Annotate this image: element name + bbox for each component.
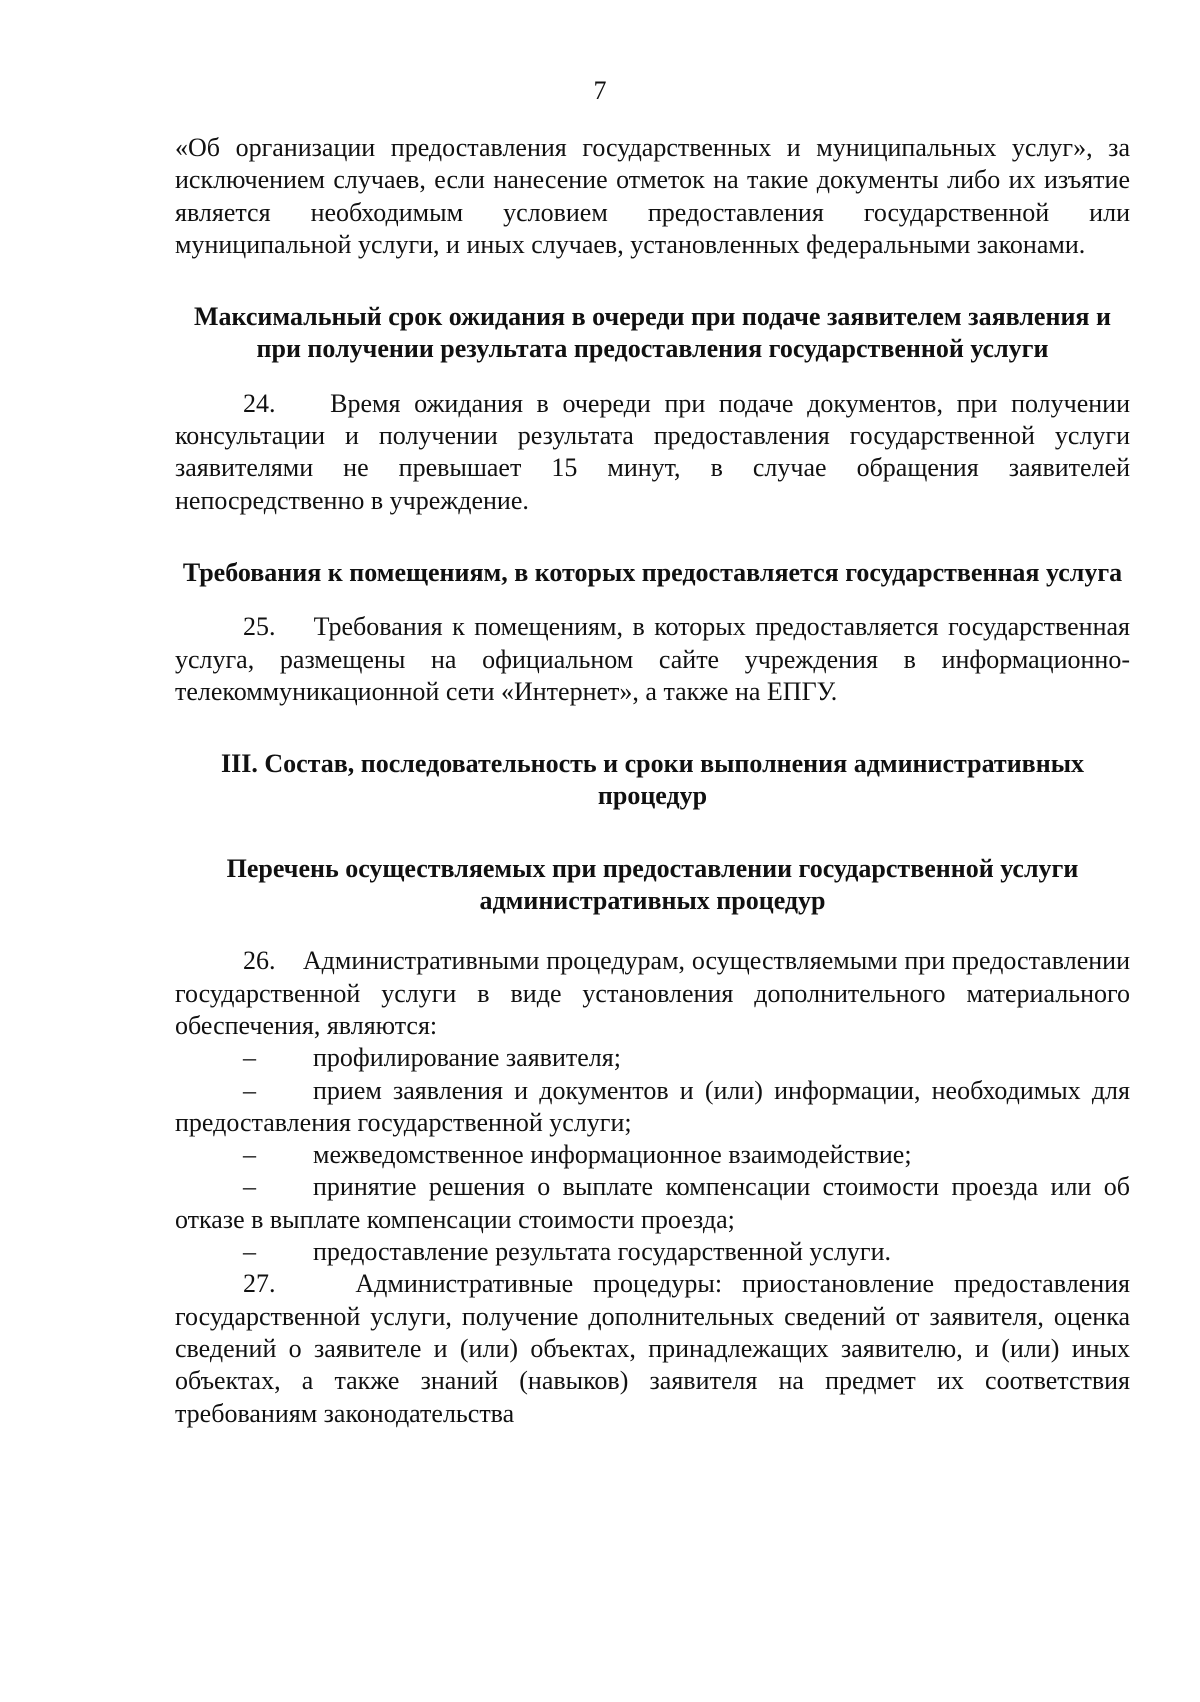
paragraph-text: Время ожидания в очереди при подаче документов, при получении консультации и получении результата предоставления государственной услуги заявителями не превышает 15 минут, в случае обращения заявителей непосредственно в учреждение. <box>175 388 1131 515</box>
list-item <box>175 1236 1130 1268</box>
list-item-text: межведомственное информационное взаимодействие; <box>313 1140 912 1170</box>
list-item-text: принятие решения о выплате компенсации стоимости проезда или об отказе в выплате компенсации стоимости проезда; <box>175 1172 1130 1234</box>
dash-marker: – <box>243 1075 256 1105</box>
paragraph-text: Административными процедурам, осуществляемыми при предоставлении государственной услуги в виде установления дополнительного материального обеспечения, являются: <box>175 946 1130 1040</box>
section-heading-premises: Требования к помещениям, в которых предоставляется государственная услуга <box>182 557 1123 587</box>
paragraph-text: Требования к помещениям, в которых предоставляется государственная услуга, размещены на официальном сайте учреждения в информационно-телекоммуникационной сети «Интернет», а также на ЕПГУ. <box>175 612 1131 706</box>
paragraph-26 <box>175 945 1130 1042</box>
dash-marker: – <box>243 1140 256 1170</box>
document-body <box>175 132 1130 1430</box>
paragraph-27 <box>175 1268 1130 1429</box>
list-item <box>175 1075 1130 1140</box>
list-item-text: прием заявления и документов и (или) информации, необходимых для предоставления государственной услуги; <box>175 1075 1130 1137</box>
intro-paragraph: «Об организации предоставления государственных и муниципальных услуг», за исключением случаев, если нанесение отметок на такие документы либо их изъятие является необходимым условием предоставления государственной или муниципальной услуги, и иных случаев, установленных федеральными законами. <box>175 133 1130 259</box>
chapter-heading: III. Состав, последовательность и сроки выполнения административных процедур <box>220 749 1084 811</box>
page-number: 7 <box>593 76 607 105</box>
paragraph-number: 24. <box>243 388 276 418</box>
list-item-text: профилирование заявителя; <box>313 1043 621 1073</box>
dash-marker: – <box>243 1043 256 1073</box>
paragraph-25 <box>175 611 1130 708</box>
list-item-text: предоставление результата государственной услуги. <box>313 1237 892 1267</box>
paragraph-number: 27. <box>243 1269 276 1299</box>
list-heading: Перечень осуществляемых при предоставлении государственной услуги административных процедур <box>226 853 1079 916</box>
list-item <box>175 1139 1130 1171</box>
list-item <box>175 1042 1130 1074</box>
dash-marker: – <box>243 1237 256 1267</box>
paragraph-number: 25. <box>243 612 276 642</box>
section-heading-waiting-time: Максимальный срок ожидания в очереди при подаче заявителем заявления и при получении результата предоставления государственной услуги <box>194 302 1111 364</box>
list-item <box>175 1171 1130 1236</box>
paragraph-text: Административные процедуры: приостановление предоставления государственной услуги, получение дополнительных сведений от заявителя, оценка сведений о заявителе и (или) объектах, принадлежащих заявителю, и (или) иных объектах, а также знаний (навыков) заявителя на предмет их соответствия требованиям законодательства <box>175 1269 1130 1428</box>
paragraph-number: 26. <box>243 946 276 976</box>
dash-marker: – <box>243 1172 256 1202</box>
paragraph-24 <box>175 388 1130 517</box>
